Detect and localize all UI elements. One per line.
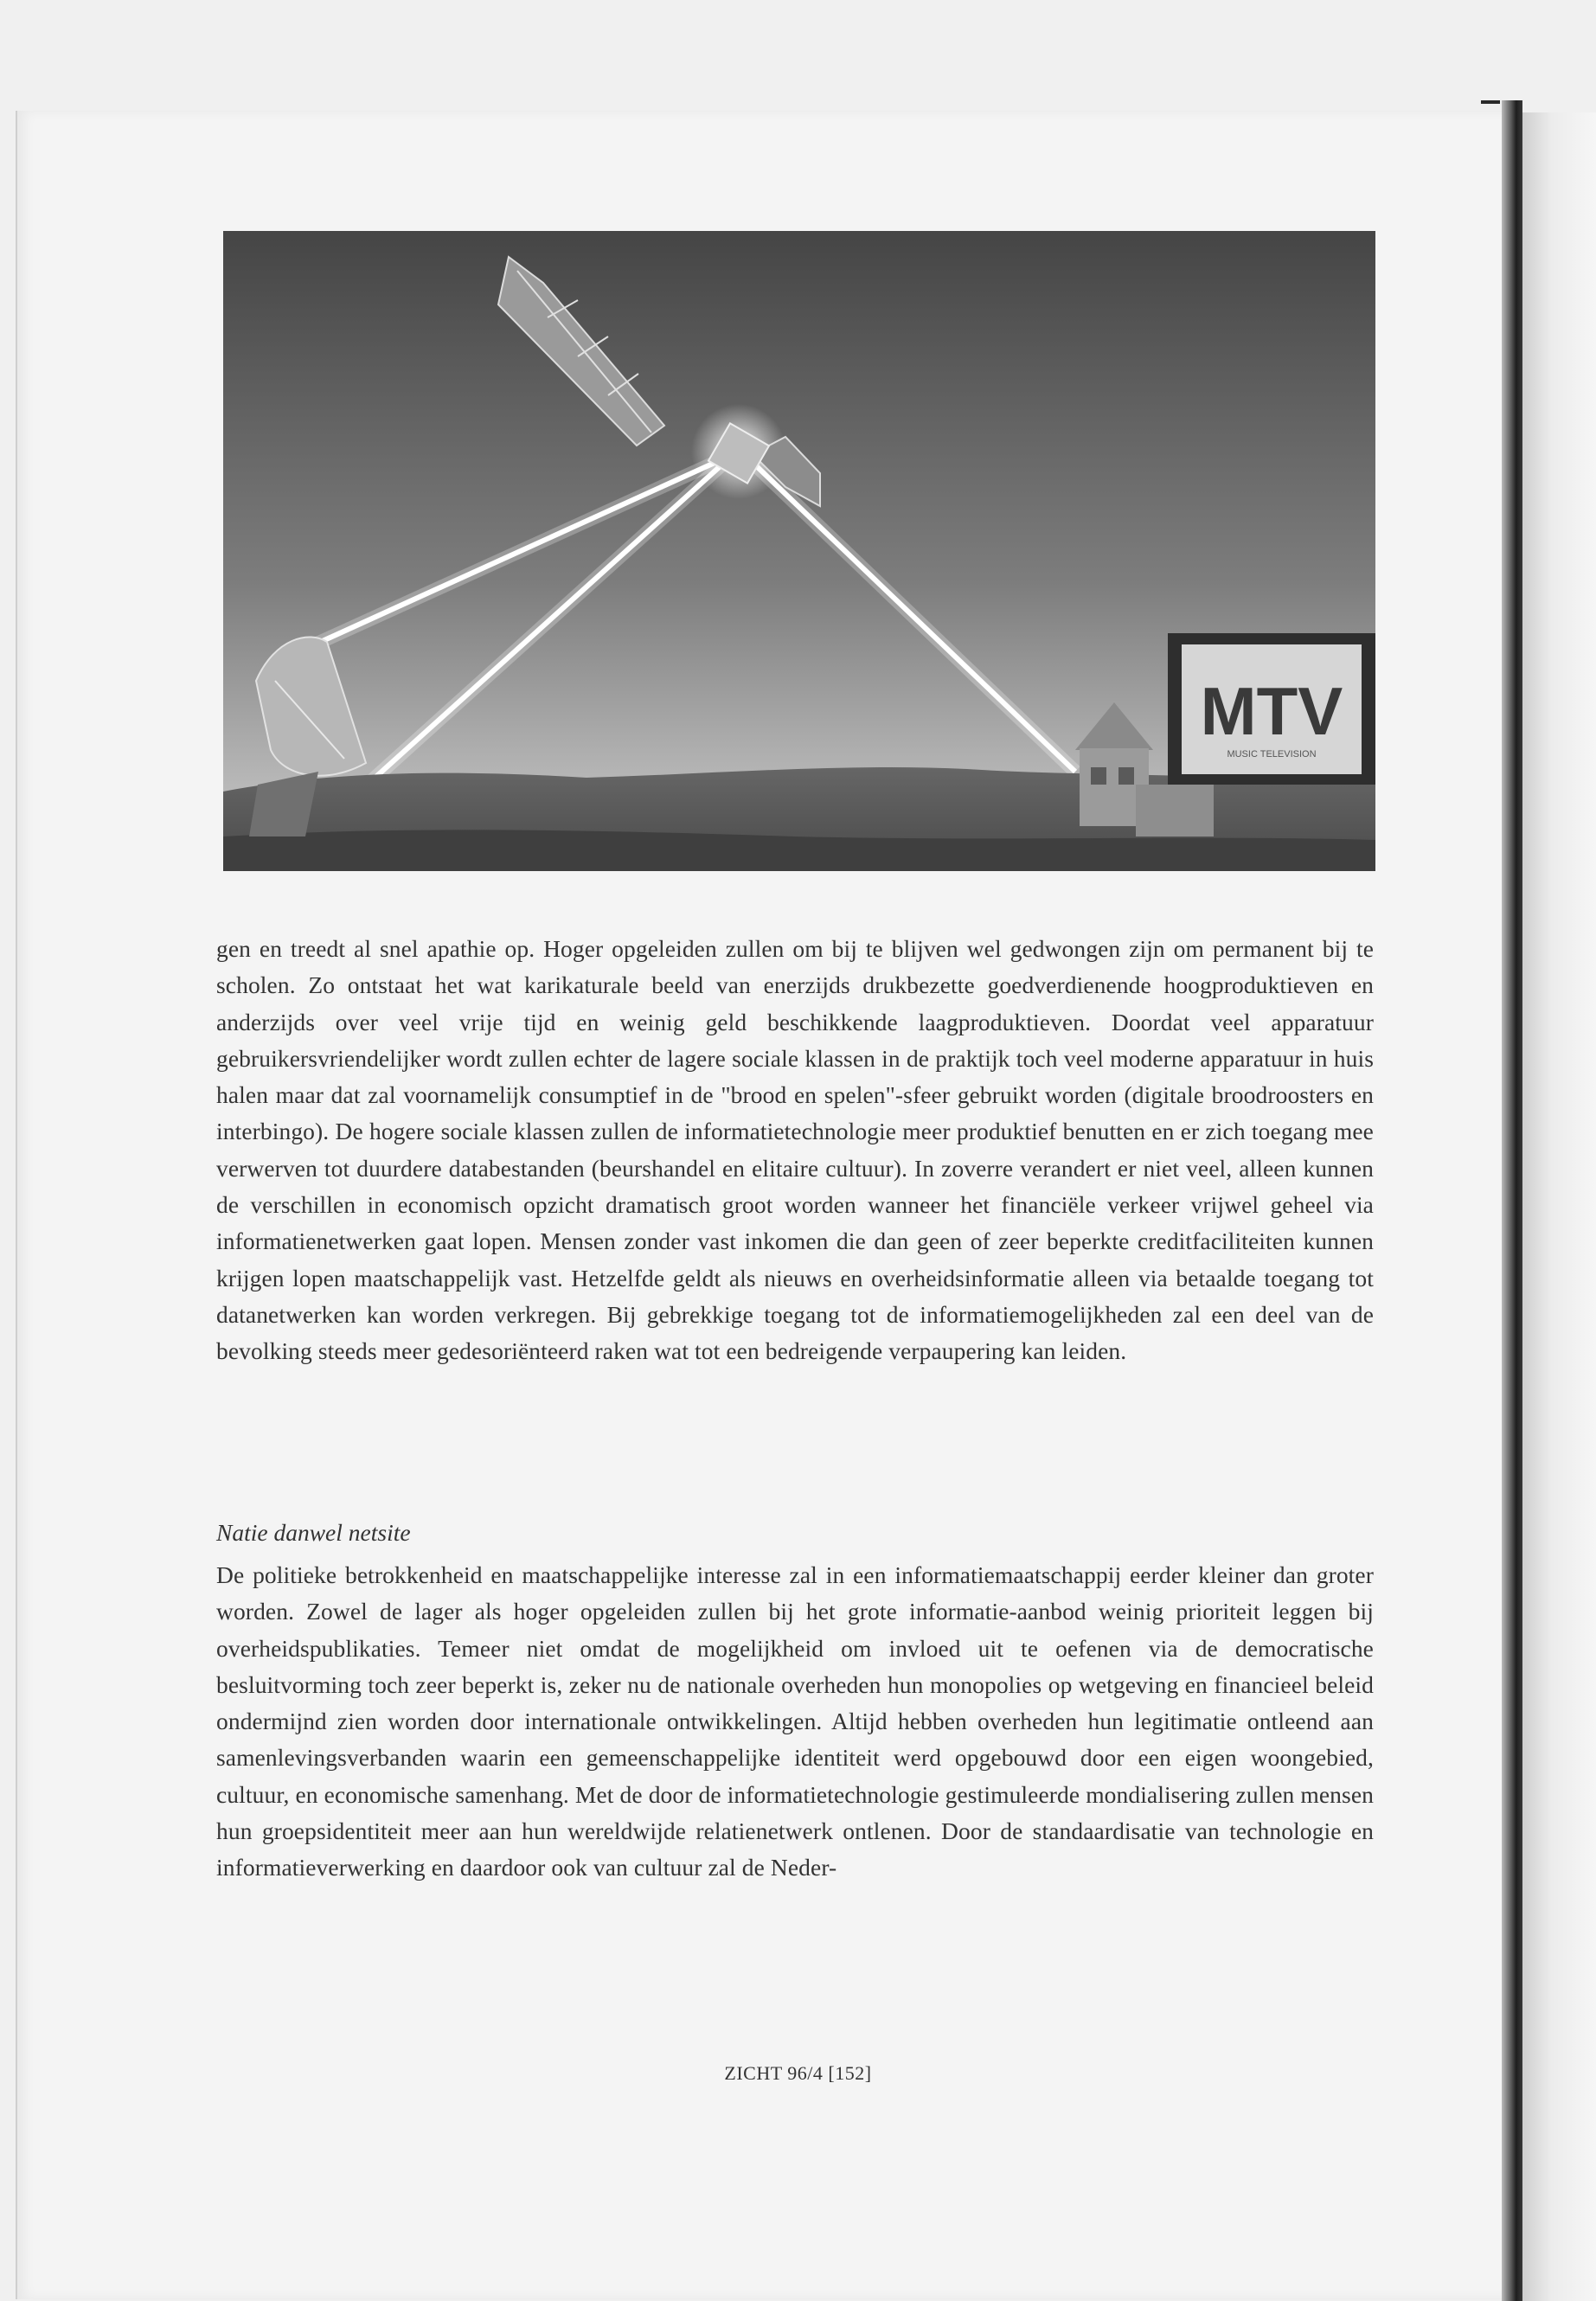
book-spine — [1502, 100, 1522, 2301]
body-paragraph-1 — [216, 931, 1374, 1370]
page-footer: ZICHT 96/4 [152] — [724, 2062, 872, 2084]
tv-logo: MTV — [1200, 673, 1343, 749]
tv-caption: MUSIC TELEVISION — [1227, 749, 1317, 760]
satellite-illustration — [223, 231, 1375, 871]
next-page-edge — [1522, 112, 1596, 2301]
paragraph-2-text: De politieke betrokkenheid en maatschappelijke interesse zal in een informatiemaatschappij eerder kleiner dan groter worden. Zowel de lager als hoger opgeleiden zullen bij het grote informatie-aanbod weinig prioriteit leggen bij overheidspublikaties. Temeer niet omdat de mogelijkheid om invloed uit te oefenen via de democratische besluitvorming toch zeer beperkt is, zeker nu de nationale overheden hun monopolies op wetgeving en financieel beleid ondermijnd zien worden door internationale ontwikkelingen. Altijd hebben overheden hun legitimatie ontleend aan samenlevingsverbanden waarin een gemeenschappelijke identiteit werd opgebouwd door een eigen woongebied, cultuur, en economische samenhang. Met de door de informatietechnologie gestimuleerde mondialisering zullen mensen hun groepsidentiteit meer aan hun wereldwijde relatienetwerk ontlenen. Door de standaardisatie van technologie en informatieverwerking en daardoor ook van cultuur zal de Neder- — [216, 1561, 1374, 1881]
corner-mark — [1481, 100, 1500, 104]
tv-set — [1168, 633, 1375, 785]
body-paragraph-2 — [216, 1557, 1374, 1887]
paragraph-1-text: gen en treedt al snel apathie op. Hoger opgeleiden zullen om bij te blijven wel gedwongen zijn om permanent bij te scholen. Zo ontstaat het wat karikaturale beeld van enerzijds drukbezette goedverdienende hoogproduktieven en anderzijds over veel vrije tijd en weinig geld beschikkende laagproduktieven. Doordat veel apparatuur gebruikersvriendelijker wordt zullen echter de lagere sociale klassen in de praktijk toch veel moderne apparatuur in huis halen maar dat zal voornamelijk consumptief in de "brood en spelen"-sfeer gebruikt worden (digitale broodroosters en interbingo). De hogere sociale klassen zullen de informatietechnologie meer produktief benutten en er zich toegang mee verwerven tot duurdere databestanden (beurshandel en elitaire cultuur). In zoverre verandert er niet veel, alleen kunnen de verschillen in economisch opzicht dramatisch groot worden wanneer het financiële verkeer vrijwel geheel via informatienetwerken gaat lopen. Mensen zonder vast inkomen die dan geen of zeer beperkte creditfaciliteiten kunnen krijgen lopen maatschappelijk vast. Hetzelfde geldt als nieuws en overheidsinformatie alleen via betaalde toegang tot datanetwerken kan worden verkregen. Bij gebrekkige toegang tot de informatiemogelijkheden zal een deel van de bevolking steeds meer gedesoriënteerd raken wat tot een bedreigende verpaupering kan leiden. — [216, 935, 1374, 1365]
section-heading: Natie danwel netsite — [216, 1519, 411, 1546]
